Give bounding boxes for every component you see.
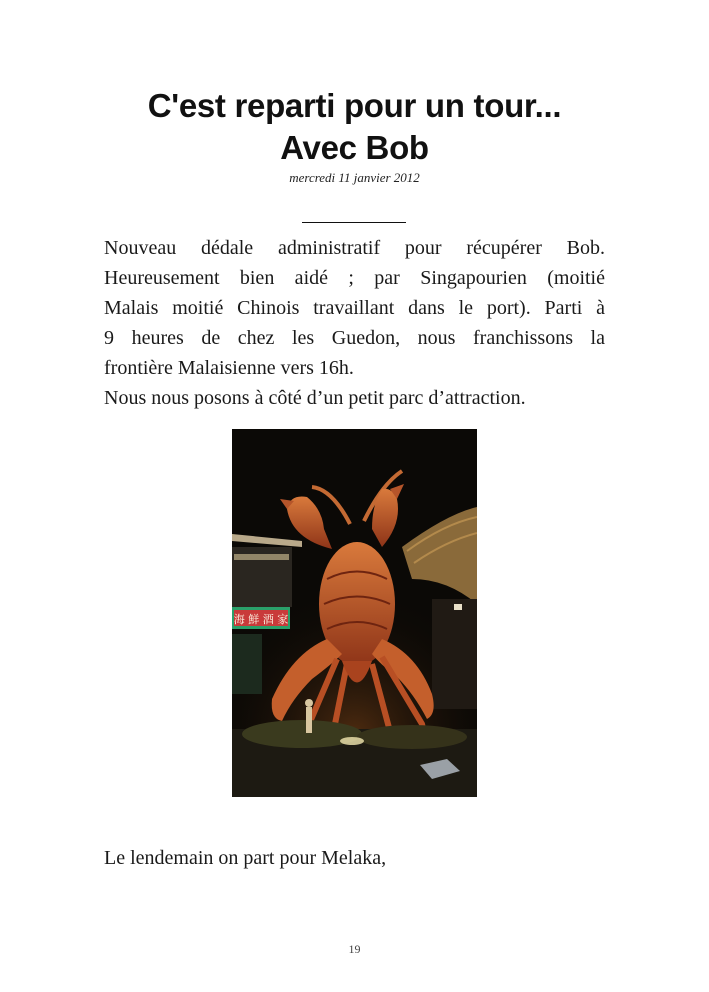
page-title-line-1: C'est reparti pour un tour...: [147, 87, 562, 124]
paragraph-intro: [104, 233, 605, 383]
post-date: mercredi 11 janvier 2012: [289, 170, 420, 185]
lobster-photo: [232, 429, 477, 797]
restaurant-sign: 海 鮮 酒 家: [233, 613, 289, 626]
paragraph-line: Heureusement bien aidé ; par Singapourien (moitié: [104, 267, 605, 289]
paragraph-line: frontière Malaisienne vers 16h.: [104, 357, 354, 379]
paragraph-line: Malais moitié Chinois travaillant dans le port). Parti à: [104, 297, 605, 319]
page-title-line-2: Avec Bob: [280, 129, 429, 166]
paragraph-line: 9 heures de chez les Guedon, nous franchissons la: [104, 327, 605, 349]
title-divider: [302, 222, 406, 223]
paragraph-stop: Nous nous posons à côté d’un petit parc d’attraction.: [104, 387, 526, 409]
page-number: 19: [348, 942, 361, 956]
paragraph-next-day: Le lendemain on part pour Melaka,: [104, 847, 387, 869]
paragraph-line: Nouveau dédale administratif pour récupérer Bob.: [104, 237, 605, 259]
